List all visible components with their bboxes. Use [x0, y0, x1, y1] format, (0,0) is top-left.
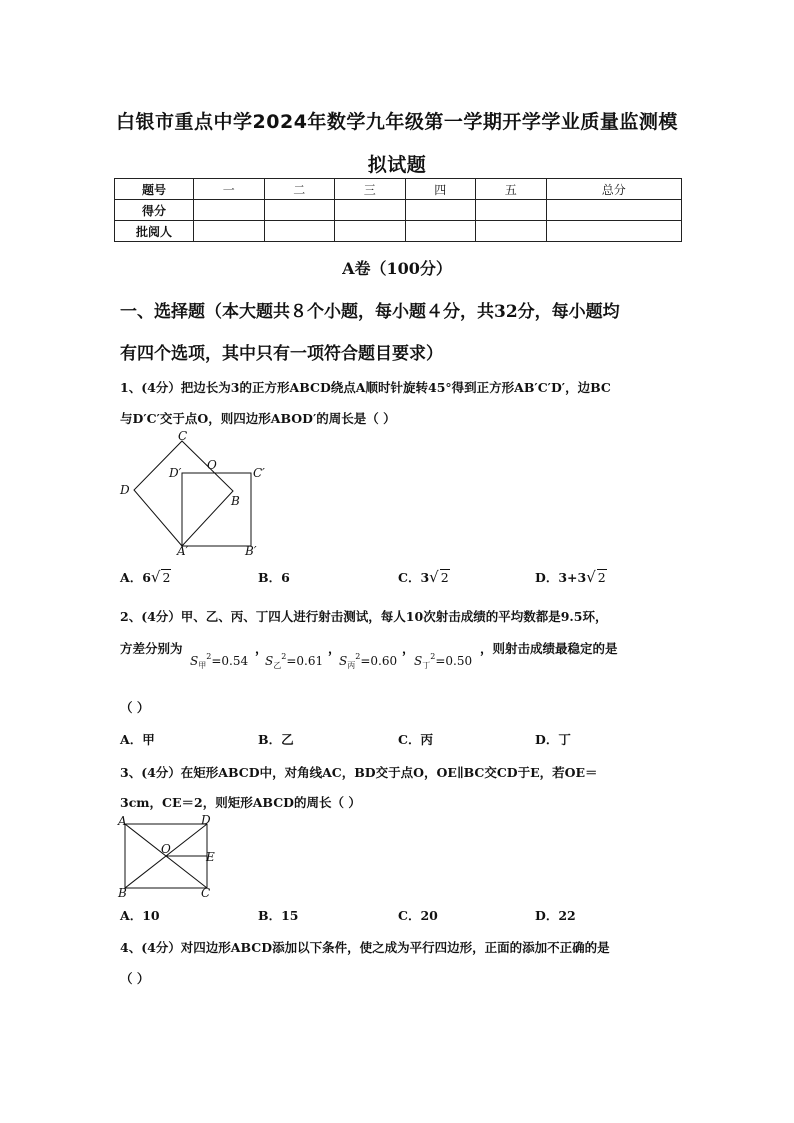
q1-option-c[interactable]: [398, 568, 450, 586]
section1-heading-line2: 有四个选项，其中只有一项符合题目要求）: [120, 344, 443, 364]
table-row-label: 得分: [115, 200, 194, 221]
var-symbol: S: [414, 654, 423, 668]
var-superscript: 2: [281, 652, 287, 661]
q1-label: C: [178, 429, 188, 443]
q2-comma: ，: [255, 641, 268, 656]
doc-title-line2: 拟试题: [367, 154, 427, 176]
q3-text-line2: 3cm，CE＝2，则矩形ABCD的周长（ ）: [120, 795, 361, 810]
table-cell: [335, 200, 406, 221]
var-superscript: 2: [355, 652, 361, 661]
table-row-label: 批阅人: [115, 221, 194, 242]
option-value: 6: [142, 570, 151, 585]
sqrt-icon: √: [150, 568, 161, 586]
q2-option-a[interactable]: A．甲: [120, 732, 155, 747]
q2-text-end: ，则射击成绩最稳定的是: [480, 641, 618, 656]
var-value: =0.61: [286, 654, 324, 668]
option-letter: A．: [120, 570, 143, 585]
q1-label: D′: [169, 466, 182, 480]
table-cell: [194, 221, 265, 242]
table-header-cell: 五: [476, 179, 547, 200]
q1-label: B′: [245, 544, 257, 558]
option-value: 3+3: [558, 570, 587, 585]
var-symbol: S: [339, 654, 348, 668]
var-symbol: S: [265, 654, 274, 668]
q3-label: A: [118, 814, 127, 828]
q2-answer-paren: （ ）: [120, 700, 150, 715]
q1-text-line1: 1、(4分）把边长为3的正方形ABCD绕点A顺时针旋转45°得到正方形AB′C′D′，边BC: [120, 380, 611, 395]
var-subscript: 丙: [347, 661, 356, 670]
table-header-cell: 一: [194, 179, 265, 200]
option-letter: B．: [258, 570, 282, 585]
table-cell: [476, 200, 547, 221]
q1-label: C′: [253, 466, 265, 480]
table-cell: [264, 221, 335, 242]
q1-label: D: [120, 483, 130, 497]
q2-text-start: 方差分别为: [120, 641, 183, 656]
var-symbol: S: [190, 654, 199, 668]
table-cell: [405, 221, 476, 242]
q2-text-line1: 2、(4分）甲、乙、丙、丁四人进行射击测试，每人10次射击成绩的平均数都是9.5环，: [120, 609, 608, 624]
q3-option-c[interactable]: C．20: [398, 908, 438, 923]
option-letter: C．: [398, 570, 421, 585]
q1-rotated-square: [134, 441, 233, 546]
score-table-row: [115, 221, 682, 242]
q2-variance-bing: [339, 652, 397, 671]
table-cell: [405, 200, 476, 221]
var-superscript: 2: [430, 652, 436, 661]
option-value: 6: [281, 570, 290, 585]
section1-heading-line1: 一、选择题（本大题共８个小题，每小题４分，共32分，每小题均: [120, 302, 620, 322]
q3-label: O: [161, 842, 171, 856]
q2-variance-ding: [414, 652, 472, 671]
q1-figure: [112, 428, 277, 558]
var-superscript: 2: [206, 652, 212, 661]
var-value: =0.54: [211, 654, 249, 668]
table-header-cell: 三: [335, 179, 406, 200]
var-subscript: 甲: [198, 661, 207, 670]
score-table-row: [115, 200, 682, 221]
table-cell: [194, 200, 265, 221]
q3-option-a[interactable]: A．10: [120, 908, 160, 923]
var-subscript: 丁: [422, 661, 431, 670]
q2-option-b[interactable]: B．乙: [258, 732, 294, 747]
q3-figure: [114, 814, 224, 900]
q4-text-line1: 4、(4分）对四边形ABCD添加以下条件，使之成为平行四边形，正面的添加不正确的是: [120, 940, 610, 955]
section-a-heading: A卷（100分）: [342, 259, 452, 278]
var-value: =0.60: [360, 654, 398, 668]
var-subscript: 乙: [273, 661, 282, 670]
var-value: =0.50: [435, 654, 473, 668]
table-header-cell: 总分: [546, 179, 682, 200]
option-radicand: 2: [597, 570, 606, 585]
option-value: 3: [420, 570, 430, 585]
table-cell: [264, 200, 335, 221]
q3-option-b[interactable]: B．15: [258, 908, 299, 923]
q3-text-line1: 3、(4分）在矩形ABCD中，对角线AC，BD交于点O，OE∥BC交CD于E，若OE＝: [120, 765, 598, 780]
q2-comma: ，: [328, 641, 341, 656]
q3-label: C: [201, 886, 211, 900]
table-cell: [546, 221, 682, 242]
q3-label: B: [118, 886, 127, 900]
sqrt-icon: √: [429, 568, 439, 586]
score-table-header-row: [115, 179, 682, 200]
table-cell: [546, 200, 682, 221]
q1-text-line2: 与D′C′交于点O，则四边形ABOD′的周长是（ ）: [120, 411, 396, 426]
option-letter: D．: [535, 570, 559, 585]
table-header-cell: 二: [264, 179, 335, 200]
score-table: [114, 178, 682, 242]
q1-option-a[interactable]: [120, 568, 171, 586]
option-radicand: 2: [162, 570, 171, 585]
table-cell: [335, 221, 406, 242]
q1-label: O: [207, 458, 217, 472]
q2-option-d[interactable]: D．丁: [535, 732, 571, 747]
table-header-cell: 题号: [115, 179, 194, 200]
sqrt-icon: √: [586, 568, 596, 586]
q2-comma: ，: [402, 641, 415, 656]
q2-variance-yi: [265, 652, 323, 671]
doc-title-line1: 白银市重点中学2024年数学九年级第一学期开学学业质量监测模: [116, 111, 678, 133]
q3-label: E: [206, 850, 215, 864]
q1-label: B: [231, 494, 240, 508]
option-radicand: 2: [440, 570, 449, 585]
q3-option-d[interactable]: D．22: [535, 908, 576, 923]
table-header-cell: 四: [405, 179, 476, 200]
q1-option-d[interactable]: [535, 568, 607, 586]
table-cell: [476, 221, 547, 242]
q1-label: A′: [177, 544, 189, 558]
q4-text-line2: （ ）: [120, 971, 150, 986]
q2-option-c[interactable]: C．丙: [398, 732, 433, 747]
q2-variance-jia: [190, 652, 248, 671]
q3-label: D: [201, 814, 211, 827]
q1-option-b[interactable]: [258, 568, 290, 586]
